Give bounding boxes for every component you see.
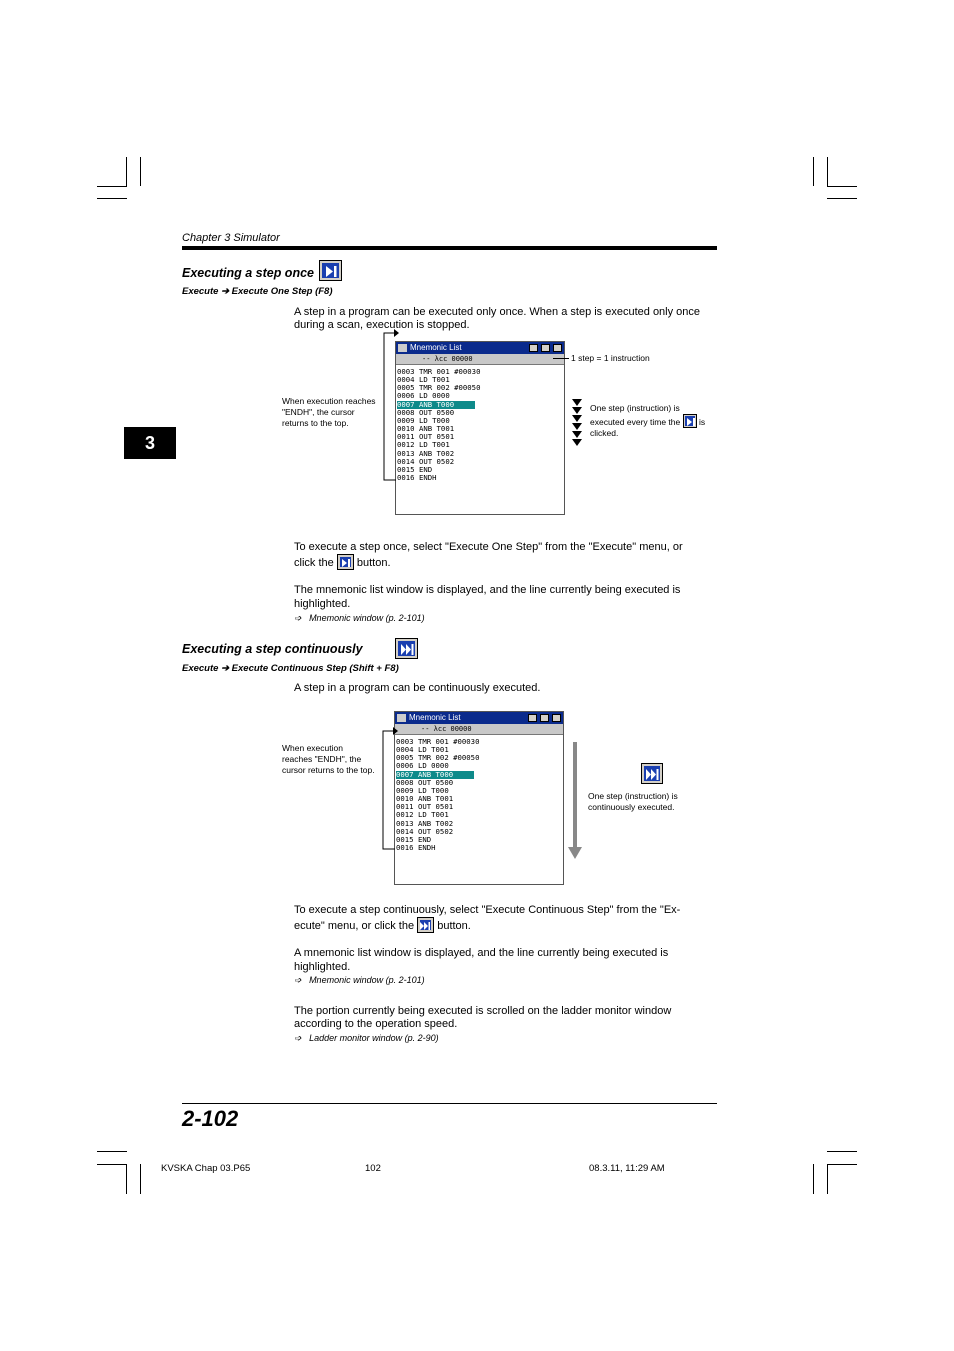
reference-arrow-icon: ➩ — [294, 1033, 302, 1043]
highlighted-line: 0007 ANB T000 — [396, 771, 474, 779]
mnemonic-line: 0013 ANB T002 — [396, 818, 454, 828]
mnemonic-line: 0005 TMR 002 #00050 — [396, 753, 480, 763]
maximize-button[interactable] — [541, 344, 550, 352]
header-rule — [182, 246, 717, 250]
mnemonic-line: 0008 OUT 0500 — [397, 407, 455, 417]
section-title: Executing a step continuously — [182, 642, 363, 656]
annotation-right: One step (instruction) is executed every time the is clicked. — [590, 403, 706, 438]
mnemonic-line: 0015 END — [397, 464, 433, 474]
mnemonic-line: 0016 ENDH — [397, 473, 437, 483]
section-title: Executing a step once — [182, 266, 314, 280]
step-once-button[interactable] — [319, 260, 342, 281]
mnemonic-line: 0005 TMR 002 #00050 — [397, 383, 481, 393]
mnemonic-line: 0016 ENDH — [396, 843, 436, 853]
step-once-button[interactable] — [683, 414, 697, 428]
footer-date: 08.3.11, 11:29 AM — [589, 1163, 665, 1174]
status-bar: -- λcc 00000 — [396, 354, 564, 365]
window-title: Mnemonic List — [410, 343, 462, 352]
mnemonic-lines — [395, 735, 563, 852]
intro-text: during a scan, execution is stopped. — [294, 319, 470, 331]
step-arrows-icon — [571, 398, 583, 446]
footer-file: KVSKA Chap 03.P65 — [161, 1163, 251, 1174]
app-icon — [397, 714, 406, 722]
mnemonic-line: 0013 ANB T002 — [397, 448, 455, 458]
mnemonic-line: 0003 TMR 001 #00030 — [396, 737, 480, 746]
annotation-top: 1 step = 1 instruction — [571, 353, 650, 363]
body-text: The portion currently being executed is scrolled on the ladder monitor window — [294, 1005, 672, 1017]
reference-link[interactable]: ➩ Mnemonic window (p. 2-101) — [294, 613, 425, 623]
annotation-left: When execution reaches "ENDH", the cursor returns to the top. — [282, 743, 375, 775]
mnemonic-line: 0006 LD 0000 — [396, 761, 449, 771]
mnemonic-line: 0004 LD T001 — [396, 745, 449, 755]
body-text: highlighted. — [294, 961, 351, 973]
mnemonic-line: 0006 LD 0000 — [397, 391, 450, 401]
body-text: according to the operation speed. — [294, 1018, 458, 1030]
chapter-header: Chapter 3 Simulator — [182, 232, 280, 244]
maximize-button[interactable] — [540, 714, 549, 722]
mnemonic-line: 0008 OUT 0500 — [396, 777, 454, 787]
mnemonic-line: 0009 LD T000 — [396, 785, 449, 795]
mnemonic-line: 0014 OUT 0502 — [396, 826, 454, 836]
continuous-step-button[interactable] — [417, 917, 434, 933]
mnemonic-line: 0011 OUT 0501 — [396, 802, 454, 812]
reference-arrow-icon: ➩ — [294, 975, 302, 985]
reference-arrow-icon: ➩ — [294, 613, 302, 623]
body-text: A mnemonic list window is displayed, and the line currently being executed is — [294, 947, 669, 959]
annotation-right: One step (instruction) is continuously executed. — [588, 791, 678, 812]
intro-text: A step in a program can be continuously executed. — [294, 682, 541, 694]
continuous-arrow-icon — [567, 742, 583, 860]
mnemonic-line: 0003 TMR 001 #00030 — [397, 367, 481, 376]
annotation-leader — [553, 358, 569, 359]
chapter-tab: 3 — [124, 427, 176, 459]
reference-link[interactable]: ➩ Mnemonic window (p. 2-101) — [294, 975, 425, 985]
status-bar: -- λcc 00000 — [395, 724, 563, 735]
mnemonic-lines — [396, 365, 564, 482]
footer-rule — [182, 1103, 717, 1104]
close-button[interactable] — [552, 714, 561, 722]
body-text: To execute a step once, select "Execute One Step" from the "Execute" menu, or — [294, 541, 683, 553]
mnemonic-line: 0014 OUT 0502 — [397, 456, 455, 466]
mnemonic-line: 0012 LD T001 — [396, 810, 449, 820]
window-title: Mnemonic List — [409, 713, 461, 722]
mnemonic-line: 0012 LD T001 — [397, 440, 450, 450]
mnemonic-list-window[interactable] — [395, 341, 565, 515]
page-number: 2-102 — [182, 1106, 239, 1131]
body-text: highlighted. — [294, 598, 351, 610]
highlighted-line: 0007 ANB T000 — [397, 401, 475, 409]
intro-text: A step in a program can be executed only once. When a step is executed only once — [294, 306, 701, 318]
body-text: The mnemonic list window is displayed, and the line currently being executed is — [294, 584, 681, 596]
mnemonic-line: 0010 ANB T001 — [397, 424, 455, 434]
mnemonic-line: 0009 LD T000 — [397, 415, 450, 425]
mnemonic-list-window[interactable] — [394, 711, 564, 885]
mnemonic-line: 0004 LD T001 — [397, 375, 450, 385]
step-once-button[interactable] — [337, 554, 354, 570]
body-text: To execute a step continuously, select "Execute Continuous Step" from the "Ex- — [294, 904, 681, 916]
continuous-step-button[interactable] — [395, 638, 418, 659]
mnemonic-line: 0010 ANB T001 — [396, 794, 454, 804]
continuous-step-button[interactable] — [641, 763, 663, 784]
annotation-left: When execution reaches "ENDH", the cursor returns to the top. — [282, 396, 376, 428]
menu-path: Execute ➔ Execute One Step (F8) — [182, 286, 333, 297]
body-text: ecute" menu, or click the button. — [294, 917, 471, 933]
menu-path: Execute ➔ Execute Continuous Step (Shift + F8) — [182, 663, 399, 674]
mnemonic-line: 0011 OUT 0501 — [397, 432, 455, 442]
minimize-button[interactable] — [529, 344, 538, 352]
minimize-button[interactable] — [528, 714, 537, 722]
mnemonic-line: 0015 END — [396, 834, 432, 844]
footer-page: 102 — [365, 1163, 381, 1174]
body-text: click the button. — [294, 554, 391, 570]
reference-link[interactable]: ➩ Ladder monitor window (p. 2-90) — [294, 1033, 439, 1043]
close-button[interactable] — [553, 344, 562, 352]
